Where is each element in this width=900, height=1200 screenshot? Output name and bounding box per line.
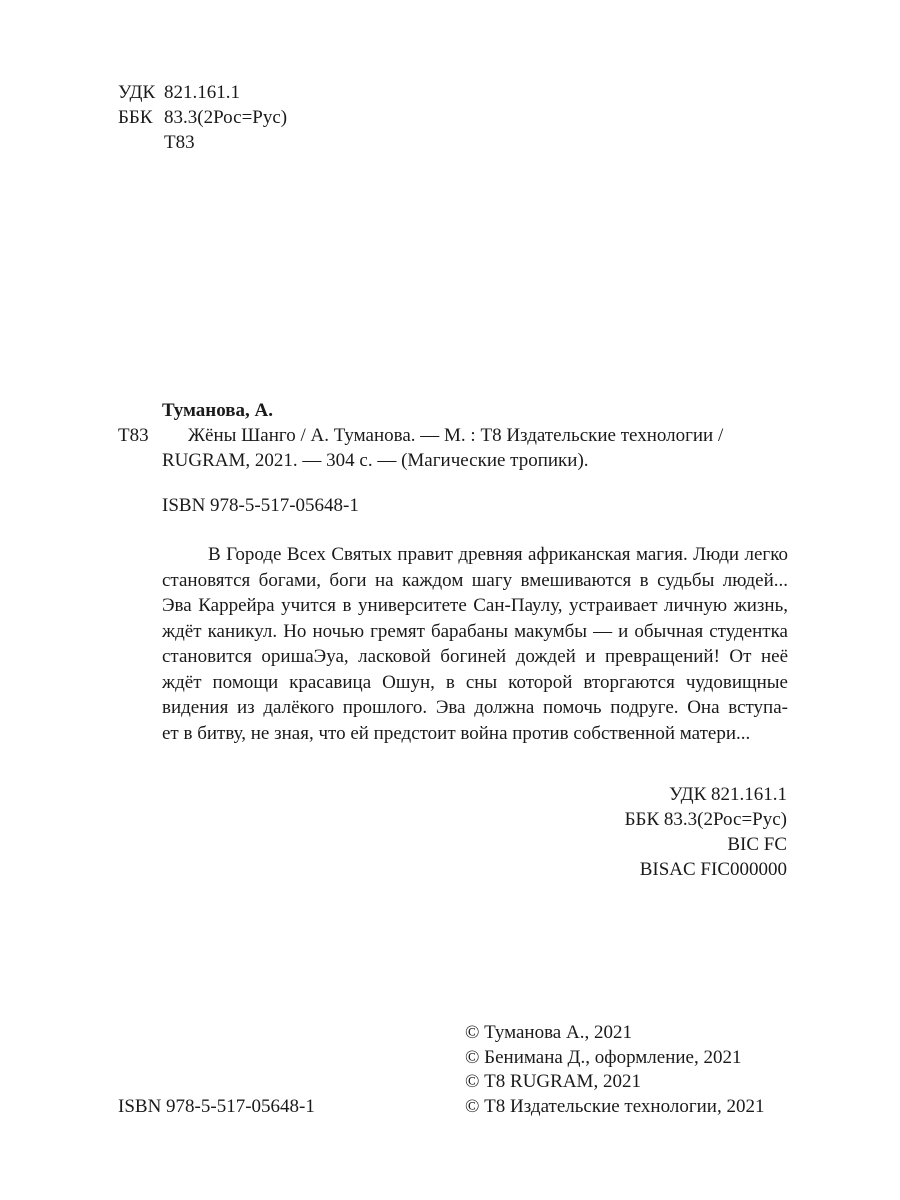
annotation-line: ждёт каникул. Но ночью гремят барабаны макумбы — и обычная студентка	[162, 620, 788, 642]
copyright-design: © Бенимана Д., оформление, 2021	[465, 1046, 742, 1068]
copyright-block	[465, 1021, 764, 1119]
annotation-line: становится оришаЭуа, ласковой богиней дождей и превращений! От неё	[162, 646, 788, 667]
bib-line-2: RUGRAM, 2021. — 304 с. — (Магические тропики).	[162, 450, 589, 471]
bib-code: Т83	[118, 425, 149, 446]
annotation-line: становятся богами, боги на каждом шагу вмешиваются в судьбы людей...	[162, 569, 788, 591]
udk-label: УДК	[118, 82, 156, 103]
right-udk: УДК 821.161.1	[669, 784, 787, 805]
isbn-main: ISBN 978-5-517-05648-1	[162, 495, 359, 516]
top-classification	[118, 80, 287, 155]
right-classification	[625, 782, 787, 882]
annotation-line: Эва Каррейра учится в университете Сан-Паулу, устраивает личную жизнь,	[162, 595, 788, 616]
bbk-label: ББК	[118, 107, 153, 128]
bbk-line	[118, 105, 287, 130]
annotation	[162, 542, 788, 746]
author-mark: Т83	[164, 132, 195, 153]
bib-line-1	[118, 423, 723, 448]
annotation-line-last: ет в битву, не зная, что ей предстоит война против собственной матери...	[162, 722, 751, 744]
author-name: Туманова, А.	[162, 400, 273, 421]
bbk-value: 83.3(2Рос=Рус)	[164, 107, 288, 128]
copyright-publisher: © Т8 Издательские технологии, 2021	[465, 1095, 765, 1117]
udk-value: 821.161.1	[164, 82, 240, 103]
copyright-rugram: © Т8 RUGRAM, 2021	[465, 1071, 641, 1092]
right-bisac: BISAC FIC000000	[639, 859, 787, 880]
isbn-bottom: ISBN 978-5-517-05648-1	[118, 1096, 315, 1117]
annotation-line: ждёт помощи красавица Ошун, в сны которой вторгаются чудовищные	[162, 671, 788, 693]
udk-line	[118, 80, 287, 105]
bib-title-line: Жёны Шанго / А. Туманова. — М. : Т8 Издательские технологии /	[188, 425, 724, 446]
annotation-line: В Городе Всех Святых правит древняя африканская магия. Люди легко	[208, 544, 788, 565]
right-bic: BIC FC	[727, 834, 787, 855]
annotation-line: видения из далёкого прошлого. Эва должна помочь подруге. Она вступа-	[162, 697, 788, 718]
right-bbk: ББК 83.3(2Рос=Рус)	[624, 809, 787, 830]
bibliographic-entry	[118, 398, 723, 473]
copyright-author: © Туманова А., 2021	[465, 1022, 632, 1043]
